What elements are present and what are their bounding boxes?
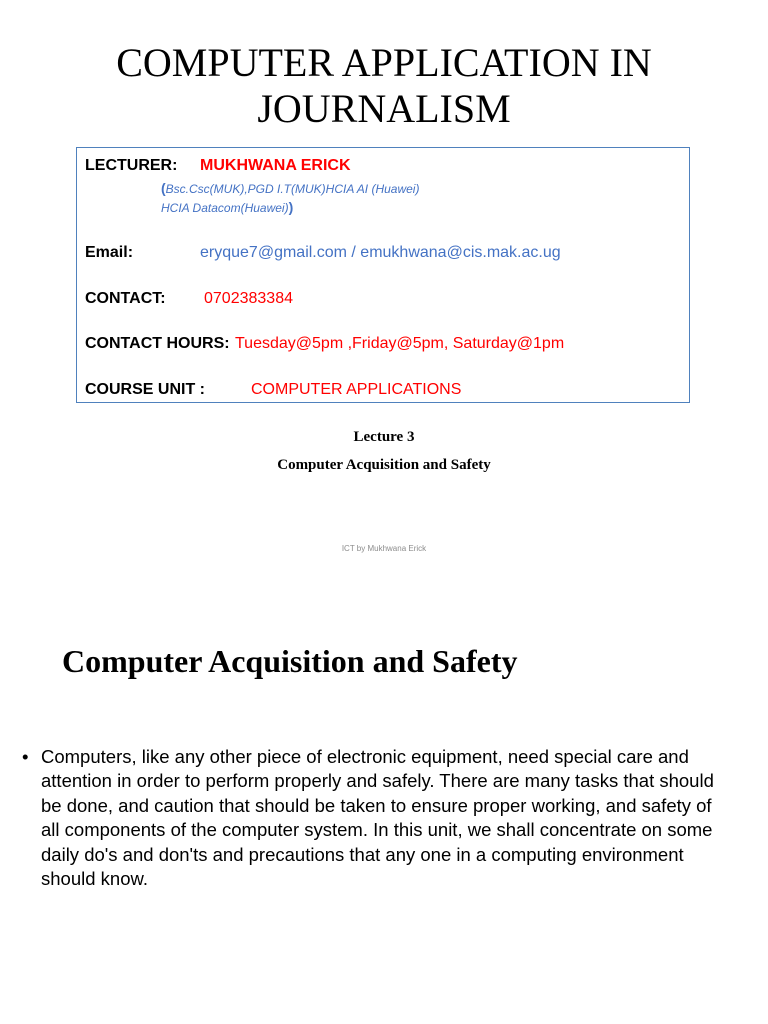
email-label: Email: (85, 244, 134, 261)
qualifications-text-2: HCIA Datacom(Huawei) (161, 201, 289, 215)
slide-title-line-1: COMPUTER APPLICATION IN (116, 40, 652, 85)
slide-2-title: Computer Acquisition and Safety (62, 643, 518, 679)
slide-footer: ICT by Mukhwana Erick (341, 544, 427, 553)
lecture-number: Lecture 3 (353, 429, 415, 445)
slide-title-line-2: JOURNALISM (257, 86, 511, 131)
lecturer-info-box (76, 147, 690, 403)
lecturer-qualifications-line-1 (161, 179, 419, 199)
qualifications-close-paren: ) (288, 199, 294, 215)
course-unit-label: COURSE UNIT : (85, 381, 205, 398)
contact-value: 0702383384 (204, 290, 293, 307)
lecturer-label: LECTURER: (85, 157, 178, 174)
slide-title (0, 40, 768, 132)
bullet-text: Computers, like any other piece of electronic equipment, need special care and attention in order to perform properly and safely. There are many tasks that should be done, and caution that should be taken to ensure proper working, and safety of all components of the computer system. In this unit, we shall concentrate on some daily do's and don'ts and precautions that any one in a computing environment should know. (41, 746, 714, 890)
lecturer-qualifications-line-2 (161, 198, 293, 218)
contact-hours-value: Tuesday@5pm ,Friday@5pm, Saturday@1pm (235, 335, 565, 352)
email-value[interactable]: eryque7@gmail.com / emukhwana@cis.mak.ac.ug (200, 244, 561, 261)
lecturer-name: MUKHWANA ERICK (200, 157, 351, 174)
qualifications-open-paren: ( (161, 180, 166, 196)
lecture-topic: Computer Acquisition and Safety (277, 457, 491, 473)
bullet-item (22, 745, 732, 891)
contact-label: CONTACT: (85, 290, 166, 307)
course-unit-value: COMPUTER APPLICATIONS (251, 381, 462, 398)
bullet-list (22, 745, 732, 891)
qualifications-text-1: Bsc.Csc(MUK),PGD I.T(MUK)HCIA AI (Huawei) (165, 182, 420, 196)
bullet-dot-icon: • (22, 746, 29, 767)
contact-hours-label: CONTACT HOURS: (85, 335, 230, 352)
